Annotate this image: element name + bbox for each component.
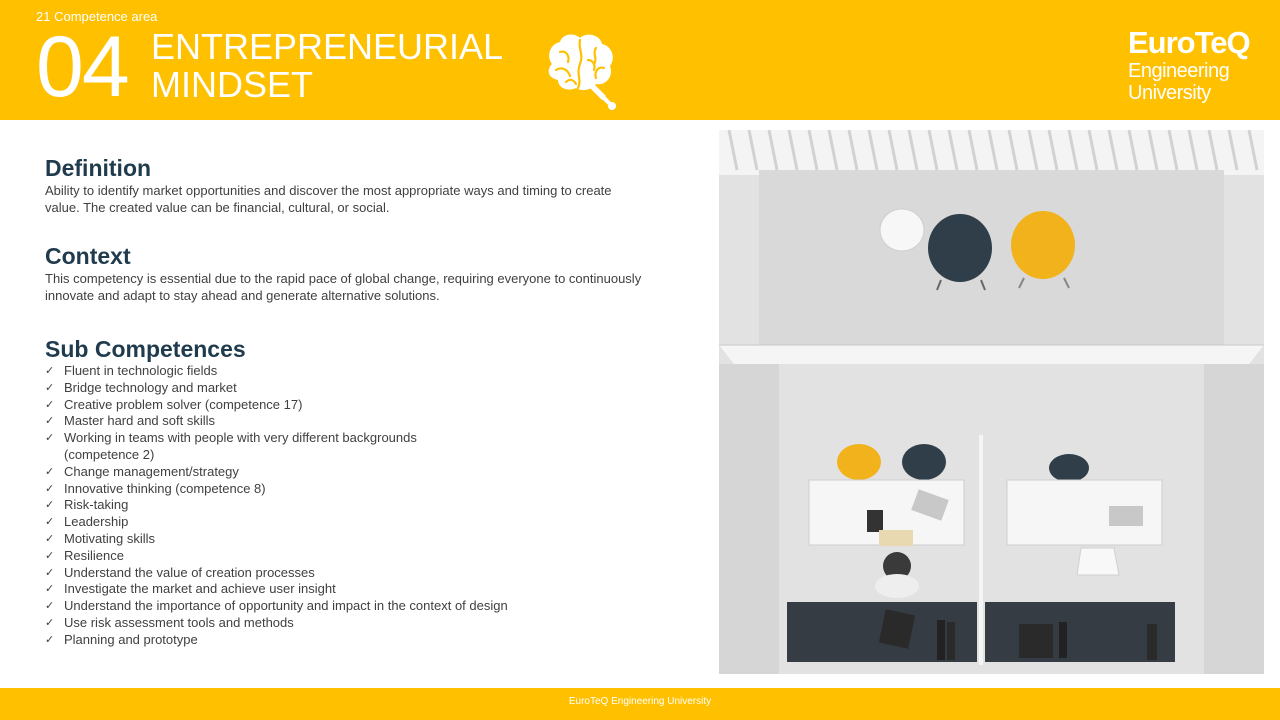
list-item-label: Understand the value of creation processes bbox=[64, 564, 315, 580]
checkmark-icon: ✓ bbox=[45, 365, 55, 377]
list-item bbox=[45, 581, 525, 598]
header-bar bbox=[0, 0, 1280, 120]
list-item-label: Bridge technology and market bbox=[64, 379, 237, 395]
office-illustration bbox=[719, 130, 1264, 674]
list-item-label: Innovative thinking (competence 8) bbox=[64, 480, 266, 496]
list-item-label: Planning and prototype bbox=[64, 631, 198, 647]
checkmark-icon: ✓ bbox=[45, 465, 55, 478]
list-item bbox=[45, 632, 525, 649]
context-heading: Context bbox=[45, 243, 131, 269]
footer-bar bbox=[0, 688, 1280, 720]
list-item-label: Change management/strategy bbox=[64, 463, 239, 479]
definition-section bbox=[45, 154, 645, 216]
checkmark-icon: ✓ bbox=[45, 566, 55, 579]
logo-line-2: Engineering bbox=[1128, 60, 1230, 82]
definition-heading: Definition bbox=[45, 155, 152, 181]
checkmark-icon: ✓ bbox=[45, 549, 55, 562]
page-title bbox=[151, 28, 531, 104]
list-item-label: Leadership bbox=[64, 514, 129, 530]
list-item-label: Motivating skills bbox=[64, 530, 156, 546]
competence-number: 04 bbox=[36, 19, 128, 115]
checkmark-icon: ✓ bbox=[45, 482, 55, 495]
sub-competences-section bbox=[45, 335, 525, 649]
sub-competences-list bbox=[45, 363, 525, 649]
list-item bbox=[45, 548, 525, 565]
list-item-label: Understand the importance of opportunity and impact in the context of design bbox=[64, 598, 508, 614]
checkmark-icon: ✓ bbox=[45, 532, 55, 545]
competence-area-label: 21 Competence area bbox=[36, 9, 158, 24]
context-section bbox=[45, 242, 645, 304]
checkmark-icon: ✓ bbox=[45, 415, 55, 428]
checkmark-icon: ✓ bbox=[45, 381, 55, 394]
list-item bbox=[45, 430, 465, 464]
checkmark-icon: ✓ bbox=[45, 583, 55, 596]
checkmark-icon: ✓ bbox=[45, 398, 55, 411]
list-item bbox=[45, 497, 525, 514]
list-item bbox=[45, 598, 515, 615]
checkmark-icon: ✓ bbox=[45, 432, 55, 445]
context-text: This competency is essential due to the rapid pace of global change, requiring everyone to continuously innovate and adapt to stay ahead and generate alternative solutions. bbox=[45, 271, 642, 303]
list-item bbox=[45, 481, 525, 498]
list-item-label: Fluent in technologic fields bbox=[64, 363, 218, 378]
euroteq-logo bbox=[1128, 26, 1258, 116]
checkmark-icon: ✓ bbox=[45, 600, 55, 613]
list-item bbox=[45, 615, 525, 632]
list-item bbox=[45, 397, 525, 414]
office-photo bbox=[719, 130, 1264, 674]
list-item bbox=[45, 531, 525, 548]
list-item-label: Working in teams with people with very different backgrounds (competence 2) bbox=[64, 430, 417, 462]
list-item bbox=[45, 363, 525, 380]
footer-text: EuroTeQ Engineering University bbox=[568, 696, 712, 707]
title-line-1: ENTREPRENEURIAL bbox=[151, 26, 504, 67]
list-item bbox=[45, 565, 525, 582]
sub-competences-heading: Sub Competences bbox=[45, 336, 246, 362]
list-item bbox=[45, 514, 525, 531]
list-item-label: Use risk assessment tools and methods bbox=[64, 614, 294, 630]
logo-line-1: EuroTeQ bbox=[1128, 25, 1250, 60]
list-item-label: Resilience bbox=[64, 547, 124, 563]
list-item-label: Creative problem solver (competence 17) bbox=[64, 396, 303, 412]
logo-line-3: University bbox=[1128, 82, 1211, 104]
list-item bbox=[45, 380, 525, 397]
definition-text: Ability to identify market opportunities and discover the most appropriate ways and timing to create value. The created value can be financial, cultural, or social. bbox=[45, 183, 612, 215]
title-line-2: MINDSET bbox=[151, 64, 313, 105]
checkmark-icon: ✓ bbox=[45, 633, 55, 646]
checkmark-icon: ✓ bbox=[45, 616, 55, 629]
brain-lightbulb-icon bbox=[540, 30, 622, 112]
list-item-label: Risk-taking bbox=[64, 497, 129, 513]
list-item-label: Investigate the market and achieve user insight bbox=[64, 581, 336, 597]
list-item bbox=[45, 413, 525, 430]
checkmark-icon: ✓ bbox=[45, 499, 55, 512]
list-item-label: Master hard and soft skills bbox=[64, 413, 216, 429]
checkmark-icon: ✓ bbox=[45, 516, 55, 529]
list-item bbox=[45, 464, 525, 481]
